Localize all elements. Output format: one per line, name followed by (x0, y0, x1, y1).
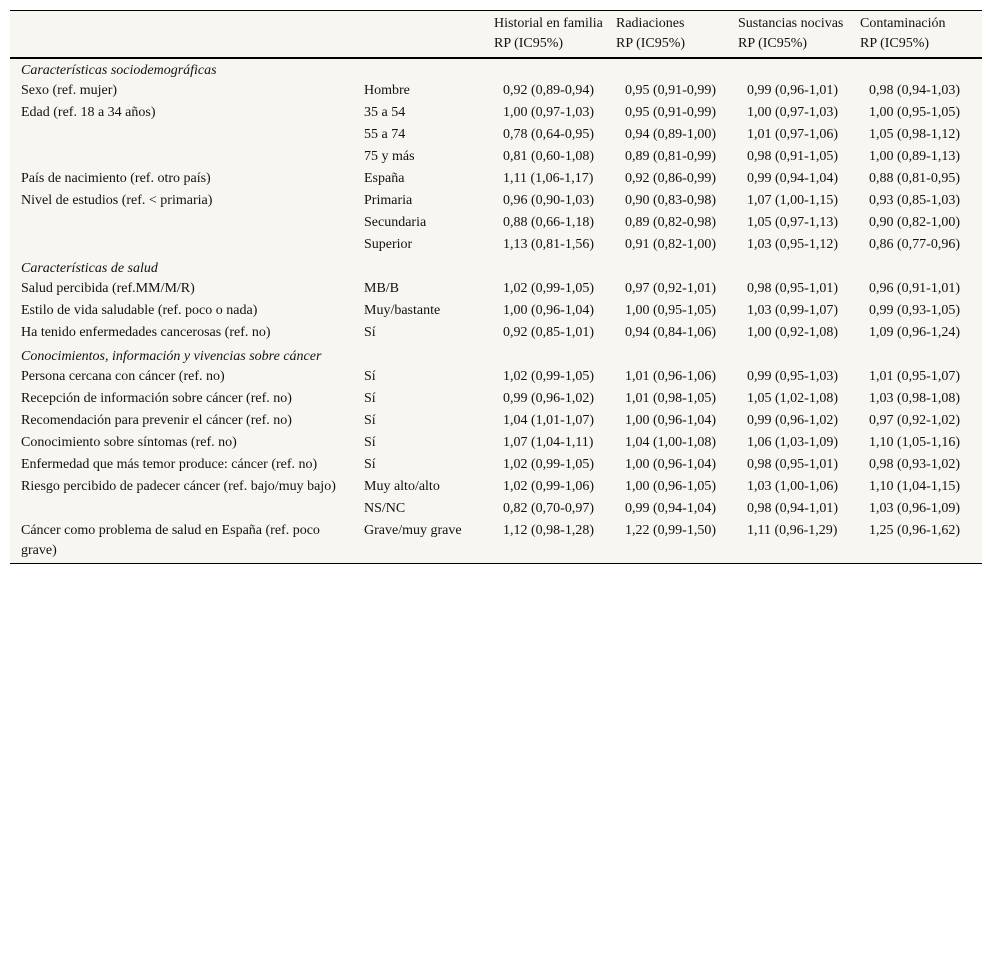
radiaciones-value-cell: 0,94 (0,89-1,00) (625, 127, 716, 142)
section-title: Características de salud (21, 261, 158, 276)
variable-cell: Estilo de vida saludable (ref. poco o nada) (21, 303, 258, 318)
category-cell: NS/NC (364, 501, 406, 516)
table-row (10, 191, 982, 213)
header-unit: RP (IC95%) (736, 34, 858, 58)
header-radiaciones: Radiaciones (616, 16, 685, 31)
radiaciones-value-cell: 1,01 (0,96-1,06) (625, 369, 716, 384)
historial-value-cell: 1,11 (1,06-1,17) (503, 171, 594, 186)
variable-cell (10, 235, 362, 257)
contaminacion-value-cell: 1,10 (1,04-1,15) (869, 479, 960, 494)
variable-cell (10, 213, 362, 235)
historial-value-cell: 0,92 (0,89-0,94) (503, 83, 594, 98)
sustancias-value-cell: 1,06 (1,03-1,09) (747, 435, 838, 450)
category-cell: Sí (364, 325, 376, 340)
results-table-container (10, 10, 982, 564)
table-header (10, 11, 982, 58)
header-category (362, 11, 492, 34)
sustancias-value-cell: 1,00 (0,97-1,03) (747, 105, 838, 120)
historial-value-cell: 1,00 (0,97-1,03) (503, 105, 594, 120)
contaminacion-value-cell: 1,05 (0,98-1,12) (869, 127, 960, 142)
table-row (10, 169, 982, 191)
variable-cell: País de nacimiento (ref. otro país) (21, 171, 211, 186)
historial-value-cell: 0,88 (0,66-1,18) (503, 215, 594, 230)
category-cell: Muy/bastante (364, 303, 441, 318)
sustancias-value-cell: 0,99 (0,96-1,02) (747, 413, 838, 428)
radiaciones-value-cell: 1,00 (0,96-1,04) (625, 413, 716, 428)
contaminacion-value-cell: 0,88 (0,81-0,95) (869, 171, 960, 186)
radiaciones-value-cell: 0,97 (0,92-1,01) (625, 281, 716, 296)
radiaciones-value-cell: 0,99 (0,94-1,04) (625, 501, 716, 516)
contaminacion-value-cell: 0,98 (0,94-1,03) (869, 83, 960, 98)
radiaciones-value-cell: 0,91 (0,82-1,00) (625, 237, 716, 252)
historial-value-cell: 1,02 (0,99-1,05) (503, 369, 594, 384)
header-unit: RP (IC95%) (492, 34, 614, 58)
table-row (10, 367, 982, 389)
contaminacion-value-cell: 0,97 (0,92-1,02) (869, 413, 960, 428)
radiaciones-value-cell: 0,89 (0,82-0,98) (625, 215, 716, 230)
sustancias-value-cell: 0,99 (0,95-1,03) (747, 369, 838, 384)
historial-value-cell: 0,92 (0,85-1,01) (503, 325, 594, 340)
table-row (10, 323, 982, 345)
table-row (10, 213, 982, 235)
category-cell: Sí (364, 435, 376, 450)
table-row (10, 411, 982, 433)
category-cell: Primaria (364, 193, 413, 208)
variable-cell: Conocimiento sobre síntomas (ref. no) (21, 435, 237, 450)
header-sustancias: Sustancias nocivas (738, 16, 844, 31)
contaminacion-value-cell: 1,01 (0,95-1,07) (869, 369, 960, 384)
category-cell: Sí (364, 369, 376, 384)
sustancias-value-cell: 1,03 (0,95-1,12) (747, 237, 838, 252)
contaminacion-value-cell: 0,99 (0,93-1,05) (869, 303, 960, 318)
table-row (10, 235, 982, 257)
historial-value-cell: 1,02 (0,99-1,05) (503, 281, 594, 296)
radiaciones-value-cell: 1,04 (1,00-1,08) (625, 435, 716, 450)
contaminacion-value-cell: 1,00 (0,95-1,05) (869, 105, 960, 120)
category-cell: Superior (364, 237, 413, 252)
radiaciones-value-cell: 1,00 (0,96-1,05) (625, 479, 716, 494)
table-row (10, 455, 982, 477)
table-row (10, 81, 982, 103)
radiaciones-value-cell: 1,00 (0,96-1,04) (625, 457, 716, 472)
contaminacion-value-cell: 0,90 (0,82-1,00) (869, 215, 960, 230)
category-cell: Secundaria (364, 215, 427, 230)
variable-cell: Recepción de información sobre cáncer (ref. no) (21, 391, 292, 406)
sustancias-value-cell: 1,05 (1,02-1,08) (747, 391, 838, 406)
category-cell: Muy alto/alto (364, 479, 440, 494)
historial-value-cell: 1,02 (0,99-1,06) (503, 479, 594, 494)
historial-value-cell: 0,99 (0,96-1,02) (503, 391, 594, 406)
historial-value-cell: 1,02 (0,99-1,05) (503, 457, 594, 472)
variable-cell (10, 499, 362, 521)
section-title: Conocimientos, información y vivencias sobre cáncer (21, 349, 322, 364)
variable-cell: Persona cercana con cáncer (ref. no) (21, 369, 225, 384)
contaminacion-value-cell: 1,09 (0,96-1,24) (869, 325, 960, 340)
radiaciones-value-cell: 0,89 (0,81-0,99) (625, 149, 716, 164)
sustancias-value-cell: 0,99 (0,96-1,01) (747, 83, 838, 98)
sustancias-value-cell: 1,03 (0,99-1,07) (747, 303, 838, 318)
contaminacion-value-cell: 0,86 (0,77-0,96) (869, 237, 960, 252)
table-row (10, 389, 982, 411)
contaminacion-value-cell: 1,25 (0,96-1,62) (869, 523, 960, 538)
sustancias-value-cell: 1,11 (0,96-1,29) (747, 523, 838, 538)
radiaciones-value-cell: 0,95 (0,91-0,99) (625, 83, 716, 98)
sustancias-value-cell: 0,98 (0,91-1,05) (747, 149, 838, 164)
table-row (10, 147, 982, 169)
results-table (10, 11, 982, 563)
category-cell: 75 y más (364, 149, 415, 164)
sustancias-value-cell: 0,98 (0,95-1,01) (747, 457, 838, 472)
sustancias-value-cell: 1,00 (0,92-1,08) (747, 325, 838, 340)
category-cell: MB/B (364, 281, 400, 296)
sustancias-value-cell: 1,03 (1,00-1,06) (747, 479, 838, 494)
contaminacion-value-cell: 1,03 (0,96-1,09) (869, 501, 960, 516)
variable-cell: Cáncer como problema de salud en España (ref. poco grave) (21, 523, 320, 558)
historial-value-cell: 0,96 (0,90-1,03) (503, 193, 594, 208)
category-cell: 35 a 54 (364, 105, 406, 120)
sustancias-value-cell: 1,07 (1,00-1,15) (747, 193, 838, 208)
section-header-row (10, 257, 982, 279)
contaminacion-value-cell: 1,03 (0,98-1,08) (869, 391, 960, 406)
sustancias-value-cell: 1,01 (0,97-1,06) (747, 127, 838, 142)
header-unit: RP (IC95%) (614, 34, 736, 58)
category-cell: España (364, 171, 405, 186)
historial-value-cell: 0,81 (0,60-1,08) (503, 149, 594, 164)
category-cell: Sí (364, 413, 376, 428)
radiaciones-value-cell: 1,00 (0,95-1,05) (625, 303, 716, 318)
historial-value-cell: 1,04 (1,01-1,07) (503, 413, 594, 428)
table-row (10, 103, 982, 125)
contaminacion-value-cell: 1,10 (1,05-1,16) (869, 435, 960, 450)
table-row (10, 279, 982, 301)
radiaciones-value-cell: 0,90 (0,83-0,98) (625, 193, 716, 208)
category-cell: Sí (364, 457, 376, 472)
table-body (10, 58, 982, 563)
variable-cell: Sexo (ref. mujer) (21, 83, 118, 98)
radiaciones-value-cell: 1,01 (0,98-1,05) (625, 391, 716, 406)
historial-value-cell: 1,00 (0,96-1,04) (503, 303, 594, 318)
table-row (10, 477, 982, 499)
variable-cell: Nivel de estudios (ref. < primaria) (21, 193, 213, 208)
contaminacion-value-cell: 0,96 (0,91-1,01) (869, 281, 960, 296)
header-unit: RP (IC95%) (858, 34, 982, 58)
category-cell: Grave/muy grave (364, 523, 462, 538)
variable-cell: Edad (ref. 18 a 34 años) (21, 105, 156, 120)
historial-value-cell: 1,07 (1,04-1,11) (503, 435, 594, 450)
section-header-row (10, 58, 982, 81)
header-historial: Historial en familia (494, 16, 603, 31)
header-blank (10, 34, 362, 58)
section-title: Características sociodemográficas (21, 63, 217, 78)
historial-value-cell: 0,78 (0,64-0,95) (503, 127, 594, 142)
table-row (10, 125, 982, 147)
category-cell: Sí (364, 391, 376, 406)
historial-value-cell: 1,12 (0,98-1,28) (503, 523, 594, 538)
variable-cell: Ha tenido enfermedades cancerosas (ref. no) (21, 325, 271, 340)
category-cell: 55 a 74 (364, 127, 406, 142)
historial-value-cell: 0,82 (0,70-0,97) (503, 501, 594, 516)
sustancias-value-cell: 0,99 (0,94-1,04) (747, 171, 838, 186)
table-row (10, 499, 982, 521)
section-header-row (10, 345, 982, 367)
variable-cell: Enfermedad que más temor produce: cáncer (ref. no) (21, 457, 318, 472)
sustancias-value-cell: 0,98 (0,95-1,01) (747, 281, 838, 296)
historial-value-cell: 1,13 (0,81-1,56) (503, 237, 594, 252)
variable-cell: Salud percibida (ref.MM/M/R) (21, 281, 195, 296)
category-cell: Hombre (364, 83, 410, 98)
contaminacion-value-cell: 0,98 (0,93-1,02) (869, 457, 960, 472)
header-blank (362, 34, 492, 58)
variable-cell (10, 147, 362, 169)
variable-cell (10, 125, 362, 147)
sustancias-value-cell: 0,98 (0,94-1,01) (747, 501, 838, 516)
radiaciones-value-cell: 0,94 (0,84-1,06) (625, 325, 716, 340)
sustancias-value-cell: 1,05 (0,97-1,13) (747, 215, 838, 230)
contaminacion-value-cell: 0,93 (0,85-1,03) (869, 193, 960, 208)
table-row (10, 301, 982, 323)
table-row (10, 521, 982, 563)
variable-cell: Riesgo percibido de padecer cáncer (ref. bajo/muy bajo) (21, 479, 336, 494)
contaminacion-value-cell: 1,00 (0,89-1,13) (869, 149, 960, 164)
radiaciones-value-cell: 0,92 (0,86-0,99) (625, 171, 716, 186)
table-row (10, 433, 982, 455)
radiaciones-value-cell: 1,22 (0,99-1,50) (625, 523, 716, 538)
header-contaminacion: Contaminación (860, 16, 946, 31)
variable-cell: Recomendación para prevenir el cáncer (ref. no) (21, 413, 292, 428)
radiaciones-value-cell: 0,95 (0,91-0,99) (625, 105, 716, 120)
header-variable (10, 11, 362, 34)
